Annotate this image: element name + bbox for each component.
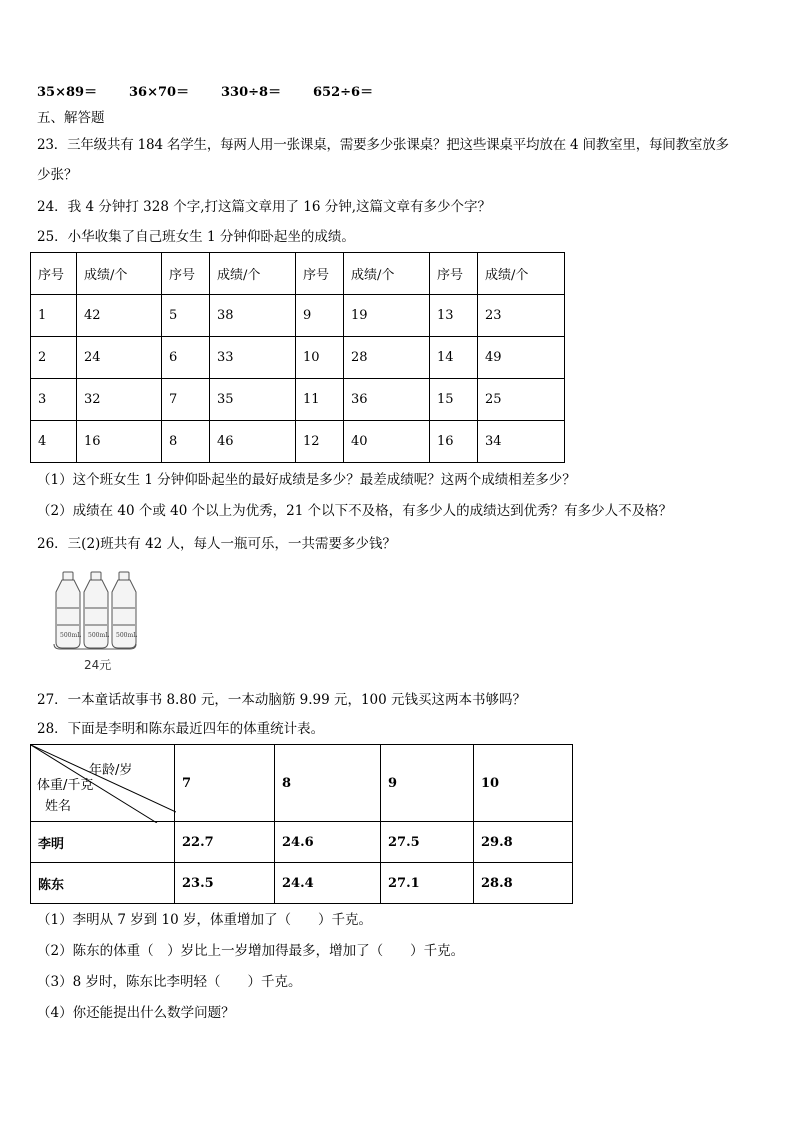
table-cell: 24.6 — [275, 822, 381, 863]
table-cell: 34 — [478, 421, 565, 463]
cola-bottles-image — [50, 570, 150, 674]
table-cell: 28 — [344, 337, 430, 379]
question-28-sub4: （4）你还能提出什么数学问题？ — [37, 1005, 235, 1021]
table-cell: 23.5 — [175, 863, 275, 904]
header-cell: 成绩/个 — [77, 253, 162, 295]
table-cell: 28.8 — [474, 863, 573, 904]
table-cell: 2 — [31, 337, 77, 379]
table-cell: 10 — [296, 337, 344, 379]
calc-row — [37, 84, 437, 102]
table-header-row — [31, 745, 573, 822]
price-label: 24元 — [84, 658, 112, 672]
diagonal-label-age: 年龄/岁 — [89, 763, 133, 778]
calc-item-2: 36×70＝ — [129, 85, 190, 100]
table-cell: 7 — [162, 379, 210, 421]
age-header: 8 — [275, 745, 381, 822]
table-cell: 5 — [162, 295, 210, 337]
table-cell: 29.8 — [474, 822, 573, 863]
table-cell: 33 — [210, 337, 296, 379]
age-header: 10 — [474, 745, 573, 822]
table-cell: 9 — [296, 295, 344, 337]
table-cell: 19 — [344, 295, 430, 337]
table-cell: 16 — [77, 421, 162, 463]
name-cell: 李明 — [31, 822, 175, 863]
table-cell: 3 — [31, 379, 77, 421]
question-28-sub2: （2）陈东的体重（ ）岁比上一岁增加得最多，增加了（ ）千克。 — [37, 943, 465, 959]
table-cell: 36 — [344, 379, 430, 421]
header-cell: 成绩/个 — [478, 253, 565, 295]
table-header-row — [31, 253, 565, 295]
header-cell: 序号 — [31, 253, 77, 295]
weight-table — [30, 744, 573, 904]
diagonal-header-cell — [31, 745, 175, 822]
table-cell: 27.1 — [381, 863, 474, 904]
calc-item-1: 35×89＝ — [37, 85, 98, 100]
question-25-sub1: （1）这个班女生 1 分钟仰卧起坐的最好成绩是多少？最差成绩呢？这两个成绩相差多少？ — [37, 472, 576, 488]
table-cell: 25 — [478, 379, 565, 421]
bottle-label: 500mL — [60, 632, 82, 639]
table-cell: 46 — [210, 421, 296, 463]
situp-score-table — [30, 252, 565, 463]
question-24: 24．我 4 分钟打 328 个字,打这篇文章用了 16 分钟,这篇文章有多少个字？ — [37, 199, 492, 215]
header-cell: 序号 — [296, 253, 344, 295]
diagonal-label-weight: 体重/千克 — [37, 778, 94, 793]
calc-item-4: 652÷6＝ — [313, 85, 374, 100]
table-row — [31, 337, 565, 379]
table-cell: 22.7 — [175, 822, 275, 863]
name-cell: 陈东 — [31, 863, 175, 904]
table-cell: 49 — [478, 337, 565, 379]
table-cell: 11 — [296, 379, 344, 421]
table-cell: 27.5 — [381, 822, 474, 863]
table-cell: 1 — [31, 295, 77, 337]
age-header: 9 — [381, 745, 474, 822]
table-row — [31, 421, 565, 463]
table-cell: 23 — [478, 295, 565, 337]
question-25-sub2: （2）成绩在 40 个或 40 个以上为优秀，21 个以下不及格，有多少人的成绩达到优秀？有多少人不及格？ — [37, 503, 673, 519]
table-cell: 14 — [430, 337, 478, 379]
table-cell: 42 — [77, 295, 162, 337]
question-26: 26．三(2)班共有 42 人，每人一瓶可乐，一共需要多少钱？ — [37, 536, 397, 552]
header-cell: 成绩/个 — [210, 253, 296, 295]
question-28-sub3: （3）8 岁时，陈东比李明轻（ ）千克。 — [37, 974, 302, 990]
table-cell: 35 — [210, 379, 296, 421]
table-cell: 13 — [430, 295, 478, 337]
table-cell: 24.4 — [275, 863, 381, 904]
table-cell: 32 — [77, 379, 162, 421]
table-row — [31, 379, 565, 421]
table-cell: 6 — [162, 337, 210, 379]
question-27: 27．一本童话故事书 8.80 元，一本动脑筋 9.99 元，100 元钱买这两本书够吗？ — [37, 692, 527, 708]
bottle-icon — [50, 570, 150, 670]
question-28-sub1: （1）李明从 7 岁到 10 岁，体重增加了（ ）千克。 — [37, 912, 373, 928]
table-cell: 24 — [77, 337, 162, 379]
question-23-line2: 少张？ — [37, 167, 78, 183]
age-header: 7 — [175, 745, 275, 822]
question-28: 28．下面是李明和陈东最近四年的体重统计表。 — [37, 721, 325, 737]
calc-item-3: 330÷8＝ — [221, 85, 282, 100]
header-cell: 序号 — [162, 253, 210, 295]
bottle-label: 500mL — [116, 632, 138, 639]
table-cell: 4 — [31, 421, 77, 463]
question-23-line1: 23．三年级共有 184 名学生，每两人用一张课桌，需要多少张课桌？把这些课桌平均放在 4 间教室里，每间教室放多 — [37, 137, 729, 153]
table-cell: 12 — [296, 421, 344, 463]
table-row — [31, 822, 573, 863]
question-25: 25．小华收集了自己班女生 1 分钟仰卧起坐的成绩。 — [37, 229, 355, 245]
diagonal-label-name: 姓名 — [45, 799, 72, 814]
table-cell: 38 — [210, 295, 296, 337]
section5-heading: 五、解答题 — [37, 110, 105, 126]
header-cell: 成绩/个 — [344, 253, 430, 295]
table-cell: 16 — [430, 421, 478, 463]
table-cell: 40 — [344, 421, 430, 463]
table-row — [31, 295, 565, 337]
table-row — [31, 863, 573, 904]
table-cell: 8 — [162, 421, 210, 463]
table-cell: 15 — [430, 379, 478, 421]
header-cell: 序号 — [430, 253, 478, 295]
bottle-label: 500mL — [88, 632, 110, 639]
